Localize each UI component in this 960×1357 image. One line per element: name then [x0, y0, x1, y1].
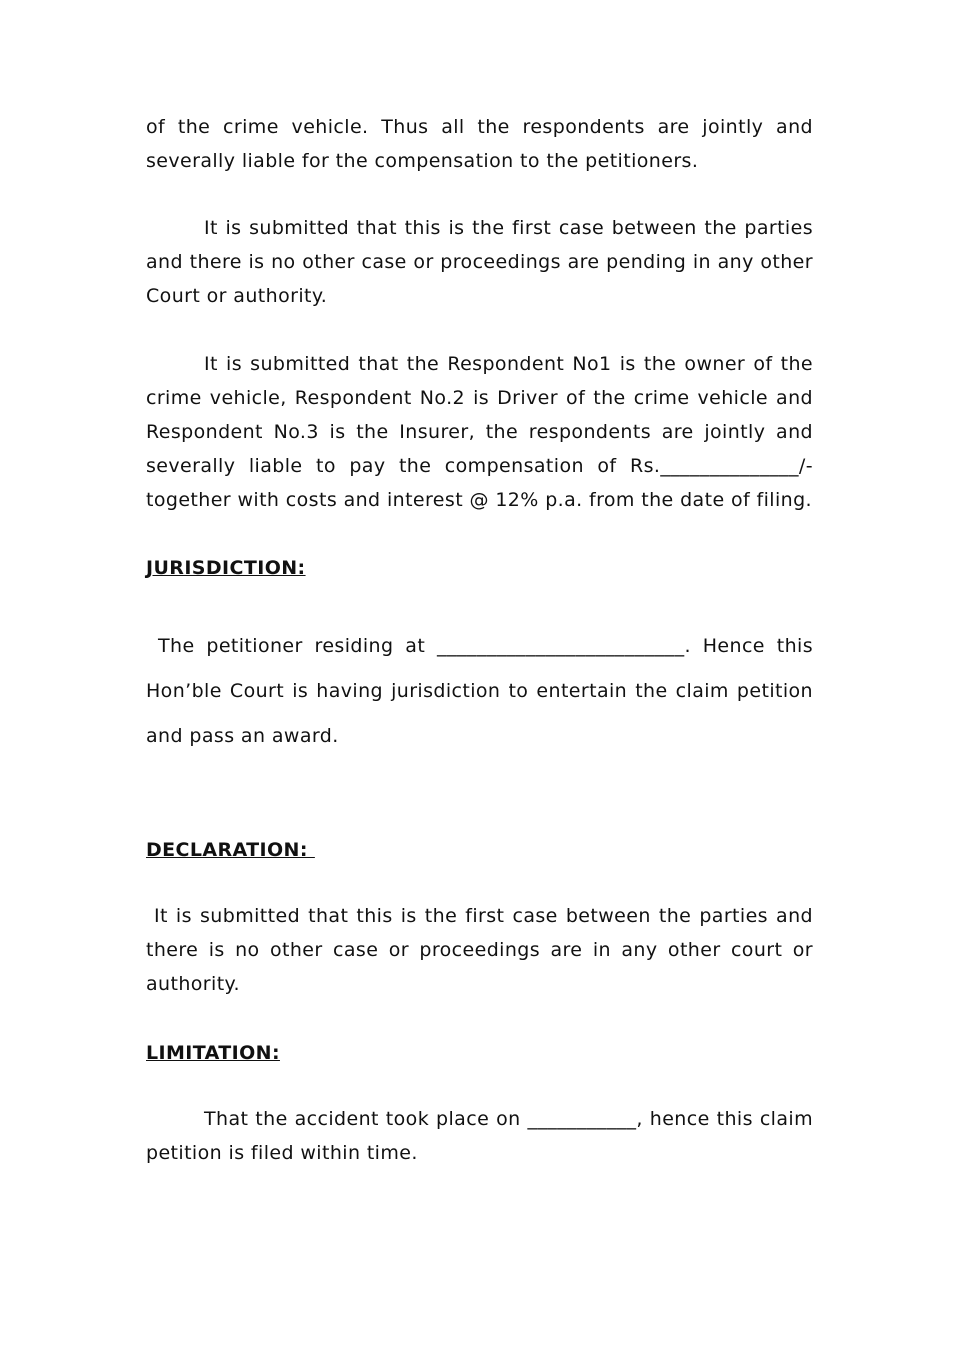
jurisdiction-paragraph: The petitioner residing at _________________________. Hence this Hon’ble Court is having jurisdiction to entertain the claim petition and pass an award. [146, 635, 813, 747]
declaration-paragraph: It is submitted that this is the first case between the parties and there is no other case or proceedings are in any other court or authority. [146, 905, 813, 995]
declaration-heading: DECLARATION: [146, 839, 315, 861]
paragraph-liability: of the crime vehicle. Thus all the respondents are jointly and severally liable for the compensation to the petitioners. [146, 116, 813, 172]
paragraph-respondents: It is submitted that the Respondent No1 is the owner of the crime vehicle, Respondent No.2 is Driver of the crime vehicle and Respondent No.3 is the Insurer, the respondents are jointly and severally liable to pay the compensation of Rs.______________/- together with costs and interest @ 12% p.a. from the date of filing. [146, 353, 813, 511]
limitation-paragraph: That the accident took place on ___________, hence this claim petition is filed within time. [146, 1108, 813, 1164]
limitation-heading: LIMITATION: [146, 1042, 280, 1064]
paragraph-first-case: It is submitted that this is the first case between the parties and there is no other case or proceedings are pending in any other Court or authority. [146, 217, 813, 307]
jurisdiction-heading: JURISDICTION: [146, 557, 306, 579]
